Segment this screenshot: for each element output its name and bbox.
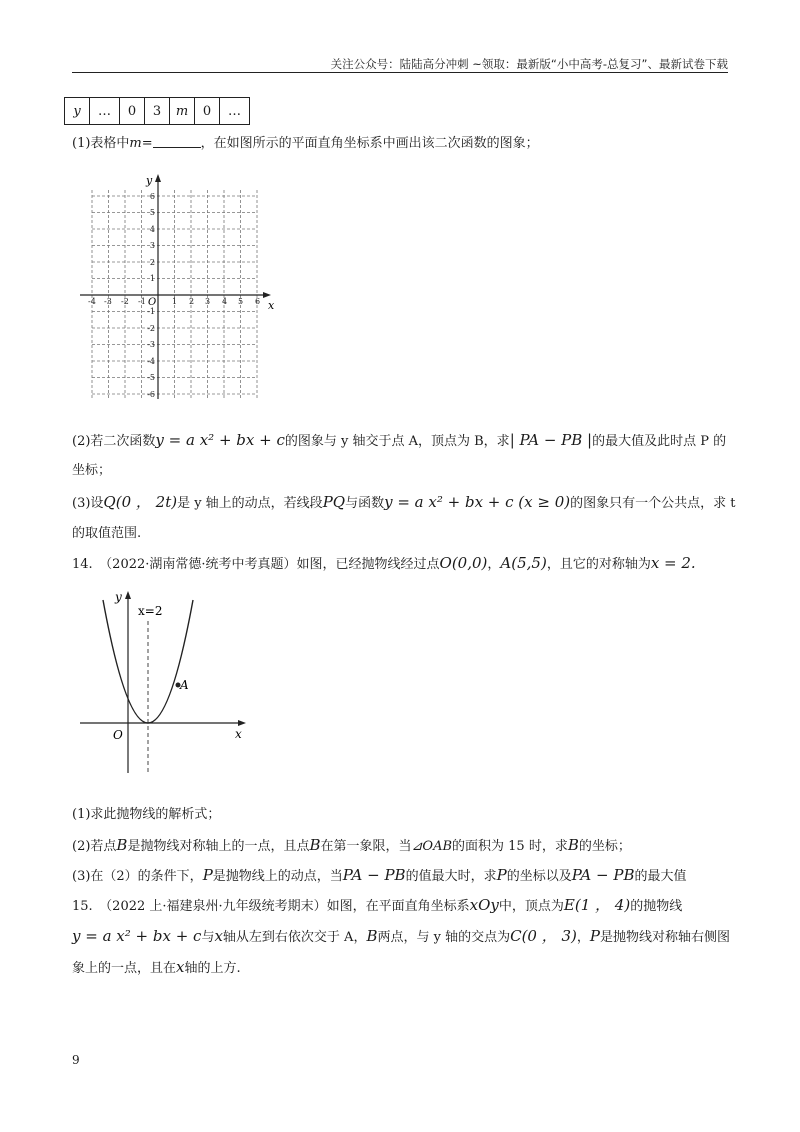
y-tick-label: 1 [149,274,155,283]
q14-part3: (3)在（2）的条件下，P是抛物线上的动点，当PA − PB的值最大时，求P的坐标以及PA − PB的最大值 [72,866,687,884]
q15-intro: 15. （2022 上·福建泉州·九年级统考期末）如图，在平面直角坐标系xOy中，顶点为E(1 ， 4)的抛物线 [72,896,683,914]
q13-part2: (2)若二次函数y = a x² + bx + c的图象与 y 轴交于点 A，顶点为 B，求| PA − PB |的最大值及此时点 P 的 [72,431,727,449]
q14-part1: (1)求此抛物线的解析式； [72,807,221,822]
table-cell: … [90,98,120,125]
header-divider [72,72,728,73]
q13-part1: (1)表格中m= ，在如图所示的平面直角坐标系中画出该二次函数的图象； [72,136,539,151]
y-tick-label: -4 [147,357,155,366]
answer-blank [153,135,201,148]
coordinate-grid-figure [78,170,278,405]
x-tick-label: 1 [172,297,178,306]
y-axis-label: y [115,590,122,604]
y-tick-label: 2 [149,258,155,267]
x-axis-label: x [235,727,242,741]
q13-part3-cont: 的取值范围. [72,526,142,541]
x-tick-label: -4 [88,297,96,306]
x-tick-label: 2 [189,297,195,306]
x-axis-arrow [238,720,246,726]
y-tick-label: 3 [149,241,155,250]
page-header: 关注公众号：陆陆高分冲刺 ~领取：最新版“小中高考-总复习”、最新试卷下载 [330,57,728,71]
table-cell: y [65,98,90,125]
q14-intro: 14. （2022·湖南常德·统考中考真题）如图，已经抛物线经过点O(0,0)，A(5,5)，且它的对称轴为x = 2. [72,554,696,572]
point-a-label: A [180,678,189,692]
q15-line2: y = a x² + bx + c与x轴从左到右依次交于 A，B两点，与 y 轴的交点为C(0 ， 3)，P是抛物线对称轴右侧图 [72,927,731,945]
origin-label: O [113,728,123,742]
y-axis-arrow [125,591,131,599]
symmetry-axis-label: x=2 [138,604,163,618]
x-tick-label: -2 [121,297,129,306]
x-tick-label: -3 [104,297,112,306]
x-tick-label: 4 [222,297,228,306]
parabola-curve [103,600,193,723]
x-tick-label: 6 [255,297,261,306]
y-tick-label: -1 [147,307,155,316]
y-tick-label: -3 [147,340,155,349]
q14-part2: (2)若点B是抛物线对称轴上的一点，且点B在第一象限，当⊿OAB的面积为 15 时，求B的坐标； [72,836,631,854]
table-cell: m [170,98,195,125]
y-axis-label: y [146,174,153,187]
table-cell: 0 [120,98,145,125]
table-cell: 0 [195,98,220,125]
origin-label: O [148,297,157,308]
y-tick-label: -5 [147,373,155,382]
y-tick-label: 6 [149,192,155,201]
q15-line3: 象上的一点，且在x轴的上方. [72,958,241,976]
table-cell: 3 [145,98,170,125]
parabola-figure [78,585,258,777]
y-axis-arrow [155,174,161,182]
grid-lines [92,190,257,398]
x-tick-label: -1 [138,297,146,306]
value-table [64,97,250,125]
x-axis-label: x [268,299,275,312]
x-tick-label: 3 [205,297,211,306]
x-tick-labels [88,297,260,306]
q13-part3: (3)设Q(0 ， 2t)是 y 轴上的动点，若线段PQ与函数y = a x² + bx + c (x ≥ 0)的图象只有一个公共点，求 t [72,493,736,511]
y-tick-label: -2 [147,324,155,333]
table-row [65,98,250,125]
table-cell: … [220,98,250,125]
x-axis-arrow [263,292,271,298]
x-tick-label: 5 [238,297,244,306]
y-tick-label: -6 [147,390,155,399]
page-number: 9 [72,1053,80,1067]
y-tick-label: 4 [149,225,155,234]
q13-part2-cont: 坐标； [72,463,112,478]
y-tick-label: 5 [149,208,155,217]
